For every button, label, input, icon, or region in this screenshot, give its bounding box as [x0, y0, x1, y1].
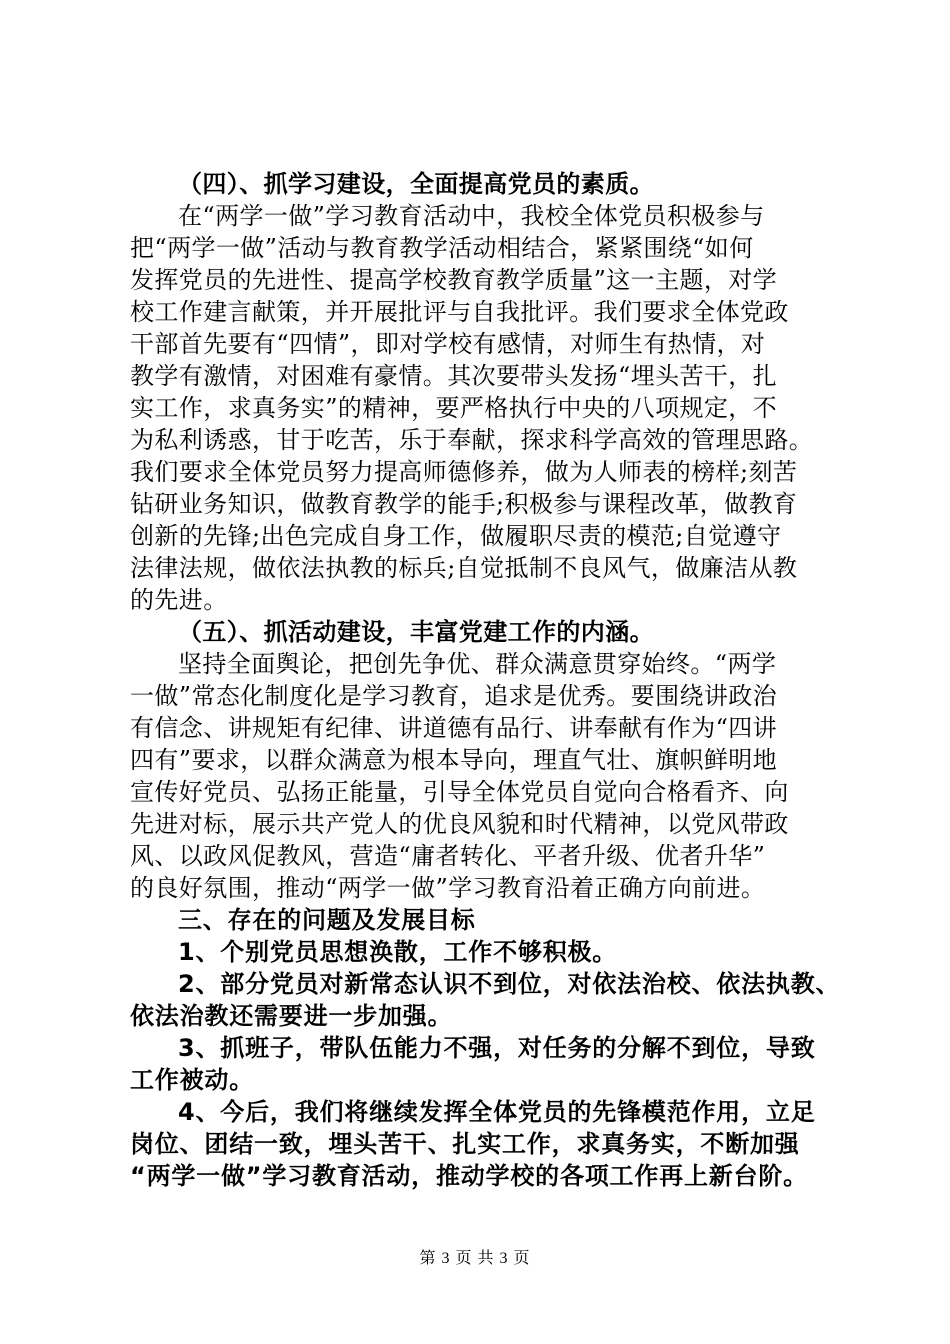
paragraph-line: 的先进。: [130, 586, 228, 614]
problem-item-3: 3、抓班子，带队伍能力不强，对任务的分解不到位，导致: [178, 1034, 816, 1062]
document-body: [130, 168, 841, 1192]
paragraph-line: 坚持全面舆论，把创先争优、群众满意贯穿始终。“两学: [178, 650, 777, 678]
problem-item-3-cont: 工作被动。: [130, 1066, 254, 1094]
problem-item-4-cont: “两学一做”学习教育活动，推动学校的各项工作再上新台阶。: [130, 1162, 808, 1190]
problem-item-1: 1、个别党员思想涣散，工作不够积极。: [178, 938, 618, 966]
paragraph-line: 实工作，求真务实”的精神，要严格执行中央的八项规定，不: [130, 394, 778, 422]
section-heading-4: （四）、抓学习建设，全面提高党员的素质。: [178, 170, 654, 198]
paragraph-line: 发挥党员的先进性、提高学校教育教学质量”这一主题，对学: [130, 266, 778, 294]
paragraph-line: 教学有激情，对困难有豪情。其次要带头发扬“埋头苦干，扎: [130, 362, 778, 390]
section-heading-5: （五）、抓活动建设，丰富党建工作的内涵。: [178, 618, 654, 646]
paragraph-line: 先进对标，展示共产党人的优良风貌和时代精神，以党风带政: [130, 810, 789, 838]
paragraph-line: 在“两学一做”学习教育活动中，我校全体党员积极参与: [178, 202, 765, 230]
paragraph-line: 把“两学一做”活动与教育教学活动相结合，紧紧围绕“如何: [130, 234, 754, 262]
problem-item-4-cont: 岗位、团结一致，埋头苦干、扎实工作，求真务实，不断加强: [130, 1130, 800, 1158]
problem-item-2-cont: 依法治教还需要进一步加强。: [130, 1002, 453, 1030]
paragraph-line: 的良好氛围，推动“两学一做”学习教育沿着正确方向前进。: [130, 874, 766, 902]
paragraph-line: 校工作建言献策，并开展批评与自我批评。我们要求全体党政: [130, 298, 789, 326]
paragraph-line: 法律法规，做依法执教的标兵;自觉抵制不良风气，做廉洁从教: [130, 554, 798, 582]
paragraph-line: 为私利诱惑，甘于吃苦，乐于奉献，探求科学高效的管理思路。: [130, 426, 814, 454]
paragraph-line: 有信念、讲规矩有纪律、讲道德有品行、讲奉献有作为“四讲: [130, 714, 778, 742]
paragraph-line: 一做”常态化制度化是学习教育，追求是优秀。要围绕讲政治: [130, 682, 778, 710]
paragraph-line: 干部首先要有“四情”，即对学校有感情，对师生有热情，对: [130, 330, 766, 358]
problem-item-4: 4、今后，我们将继续发挥全体党员的先锋模范作用，立足: [178, 1098, 816, 1126]
page-footer: 第 3 页 共 3 页: [419, 1250, 531, 1267]
section-heading-3: 三、存在的问题及发展目标: [178, 906, 476, 934]
problem-item-2: 2、部分党员对新常态认识不到位，对依法治校、依法执教、: [178, 970, 841, 998]
paragraph-line: 四有”要求，以群众满意为根本导向，理直气壮、旗帜鲜明地: [130, 746, 778, 774]
paragraph-line: 钻研业务知识，做教育教学的能手;积极参与课程改革，做教育: [130, 490, 798, 518]
paragraph-line: 宣传好党员、弘扬正能量，引导全体党员自觉向合格看齐、向: [130, 778, 789, 806]
paragraph-line: 风、以政风促教风，营造“庸者转化、平者升级、优者升华”: [130, 842, 766, 870]
paragraph-line: 创新的先锋;出色完成自身工作，做履职尽责的模范;自觉遵守: [130, 522, 782, 550]
paragraph-line: 我们要求全体党员努力提高师德修养，做为人师表的榜样;刻苦: [130, 458, 798, 486]
